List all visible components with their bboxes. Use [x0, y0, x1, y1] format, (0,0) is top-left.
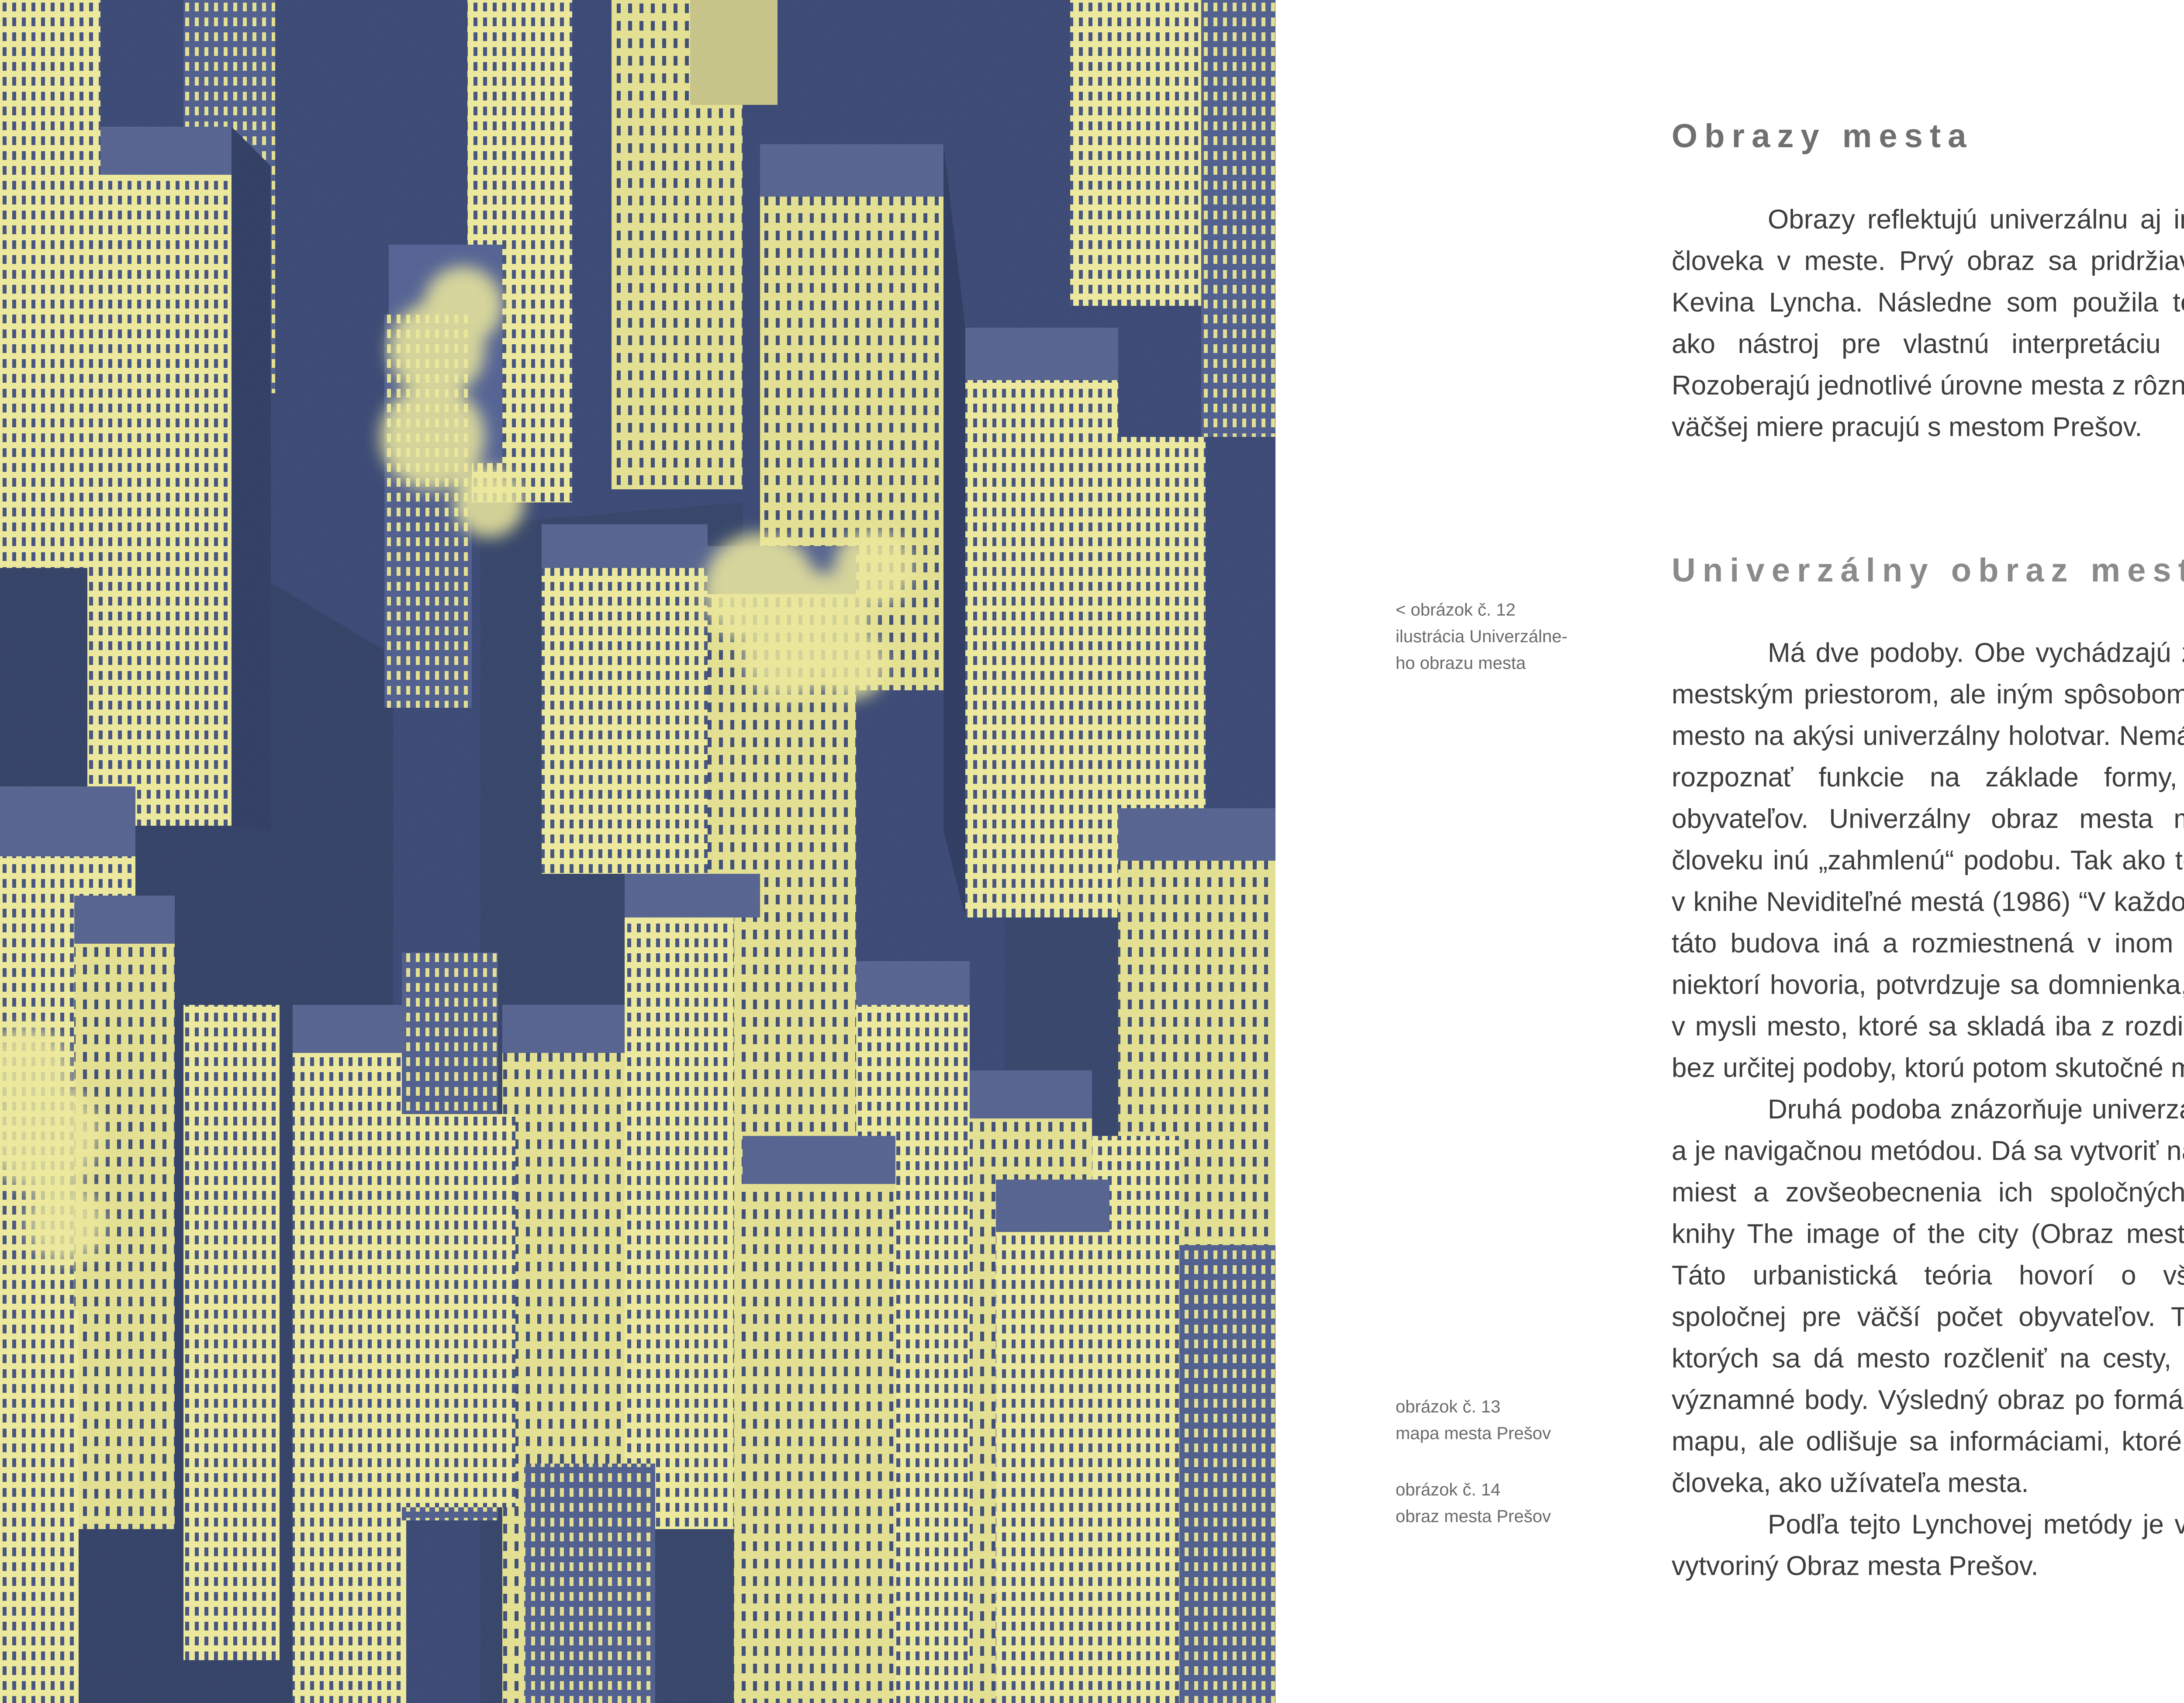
section-title-univerzalny-obraz: Univerzálny obraz mesta [1672, 551, 2184, 589]
caption-line: ilustrácia Univerzálne- [1396, 623, 1605, 650]
paragraph: Obrazy reflektujú univerzálnu aj i človeka v meste. Prvý obraz sa pridržia Kevina Lyncha. Následne som použila t ako nástroj pre vlastnú interpretáciu Rozoberajú jednotlivé úrovne mesta z rôzn väčšej miere pracujú s mestom Prešov. [1672, 199, 2184, 448]
caption-line: obrázok č. 13 [1396, 1394, 1605, 1420]
caption-line: mapa mesta Prešov [1396, 1420, 1605, 1447]
caption-line: < obrázok č. 12 [1396, 597, 1605, 623]
caption-line: obraz mesta Prešov [1396, 1503, 1605, 1530]
paragraph: Podľa tejto Lynchovej metódy je v vytvoriný Obraz mesta Prešov. [1672, 1504, 2184, 1587]
paragraph: Má dve podoby. Obe vychádzajú mestským priestorom, ale iným spôsobom. mesto na akýsi univerzálny holotvar. Nemá rozpoznať funkcie na základe formy, obyvateľov. Univerzálny obraz mesta človeku inú „zahmlenú“ podobu. Tak ako t v knihe Neviditeľné mestá (1986) “V každo táto budova iná a rozmiestnená v inom niektorí hovoria, potvrdzuje sa domnienka, v mysli mesto, ktoré sa skladá iba z rozdi bez určitej podoby, ktorú potom skutočné m [1672, 632, 2184, 1089]
paragraph: Druhá podoba znázorňuje univerz a je navigačnou metódou. Dá sa vytvoriť n miest a zovšeobecnenia ich spoločných knihy The image of the city (Obraz mest Táto urbanistická teória hovorí o vš spoločnej pre väčší počet obyvateľov. T ktorých sa dá mesto rozčleniť na cesty, významné body. Výsledný obraz po formá mapu, ale odlišuje sa informáciami, ktoré človeka, ako užívateľa mesta. [1672, 1089, 2184, 1504]
caption-line: ho obrazu mesta [1396, 650, 1605, 677]
caption-line: obrázok č. 14 [1396, 1477, 1605, 1503]
section-title-obrazy-mesta: Obrazy mesta [1672, 117, 1973, 155]
